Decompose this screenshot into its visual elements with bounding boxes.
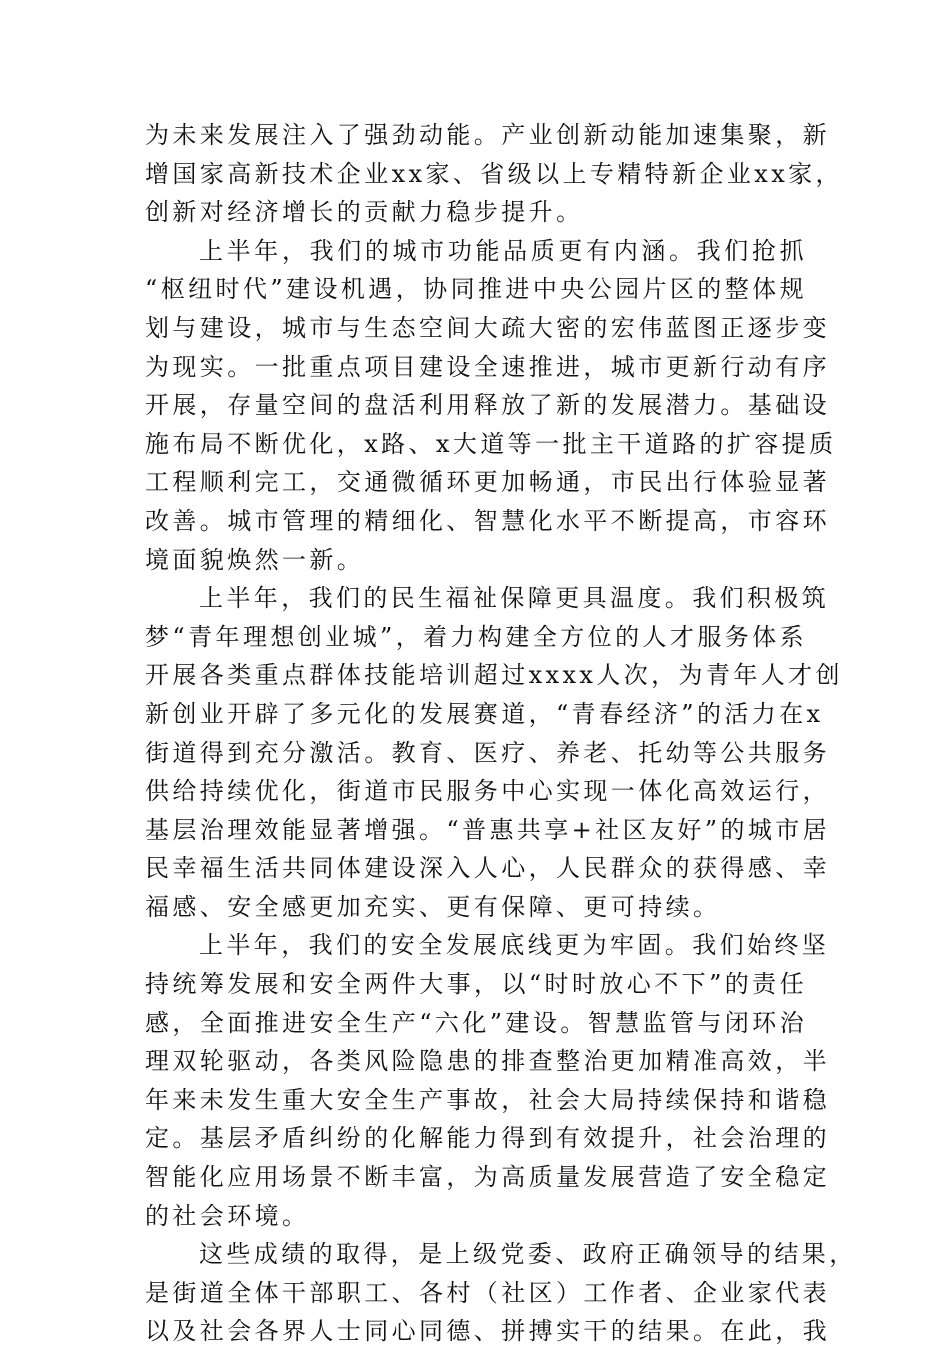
text-line: 新创业开辟了多元化的发展赛道，“青春经济”的活力在x (145, 699, 824, 728)
text-line: “枢纽时代”建设机遇，协同推进中央公园片区的整体规 (145, 275, 807, 304)
text-line: 上半年，我们的民生福祉保障更具温度。我们积极筑 (199, 584, 830, 613)
text-line: 创新对经济增长的贡献力稳步提升。 (145, 198, 584, 227)
text-line: 福感、安全感更加充实、更有保障、更可持续。 (145, 892, 721, 921)
text-line: 上半年，我们的安全发展底线更为牢固。我们始终坚 (199, 931, 830, 960)
text-line: 智能化应用场景不断丰富，为高质量发展营造了安全稳定 (145, 1163, 830, 1192)
text-line: 梦“青年理想创业城”，着力构建全方位的人才服务体系 (145, 622, 807, 651)
text-line: 划与建设，城市与生态空间大疏大密的宏伟蓝图正逐步变 (145, 313, 830, 342)
text-line: 施布局不断优化，x路、x大道等一批主干道路的扩容提质 (145, 429, 837, 458)
text-line: 以及社会各界人士同心同德、拼搏实干的结果。在此，我 (145, 1317, 830, 1346)
text-line: 街道得到充分激活。教育、医疗、养老、托幼等公共服务 (145, 738, 830, 767)
text-line: 境面貌焕然一新。 (145, 545, 365, 574)
paragraph (145, 232, 837, 579)
text-line: 上半年，我们的城市功能品质更有内涵。我们抢抓 (199, 236, 807, 265)
text-line: 感，全面推进安全生产“六化”建设。智慧监管与闭环治 (145, 1008, 807, 1037)
text-line: 的社会环境。 (145, 1201, 310, 1230)
text-line: 基层治理效能显著增强。“普惠共享+社区友好”的城市居 (145, 815, 831, 844)
document-body (145, 116, 857, 1351)
text-line: 开展，存量空间的盘活利用释放了新的发展潜力。基础设 (145, 391, 830, 420)
text-line: 为未来发展注入了强劲动能。产业创新动能加速集聚，新 (145, 121, 830, 149)
text-line: 开展各类重点群体技能培训超过xxxx人次，为青年人才创 (145, 661, 843, 690)
text-line: 工程顺利完工，交通微循环更加畅通，市民出行体验显著 (145, 468, 830, 497)
text-line: 持统筹发展和安全两件大事，以“时时放心不下”的责任 (145, 970, 807, 999)
text-line: 理双轮驱动，各类风险隐患的排查整治更加精准高效，半 (145, 1047, 830, 1076)
text-line: 民幸福生活共同体建设深入人心，人民群众的获得感、幸 (145, 854, 830, 883)
text-line: 增国家高新技术企业xx家、省级以上专精特新企业xx家， (145, 159, 843, 188)
text-line: 是街道全体干部职工、各村（社区）工作者、企业家代表 (145, 1278, 830, 1307)
text-line: 供给持续优化，街道市民服务中心实现一体化高效运行， (145, 777, 830, 806)
text-line: 为现实。一批重点项目建设全速推进，城市更新行动有序 (145, 352, 830, 381)
text-line: 改善。城市管理的精细化、智慧化水平不断提高，市容环 (145, 506, 830, 535)
paragraph (145, 116, 843, 232)
paragraph (145, 1235, 857, 1351)
text-line: 这些成绩的取得，是上级党委、政府正确领导的结果， (199, 1240, 857, 1269)
text-line: 定。基层矛盾纠纷的化解能力得到有效提升，社会治理的 (145, 1124, 830, 1153)
paragraph (145, 579, 843, 926)
text-line: 年来未发生重大安全生产事故，社会大局持续保持和谐稳 (145, 1085, 830, 1114)
paragraph (145, 926, 830, 1235)
